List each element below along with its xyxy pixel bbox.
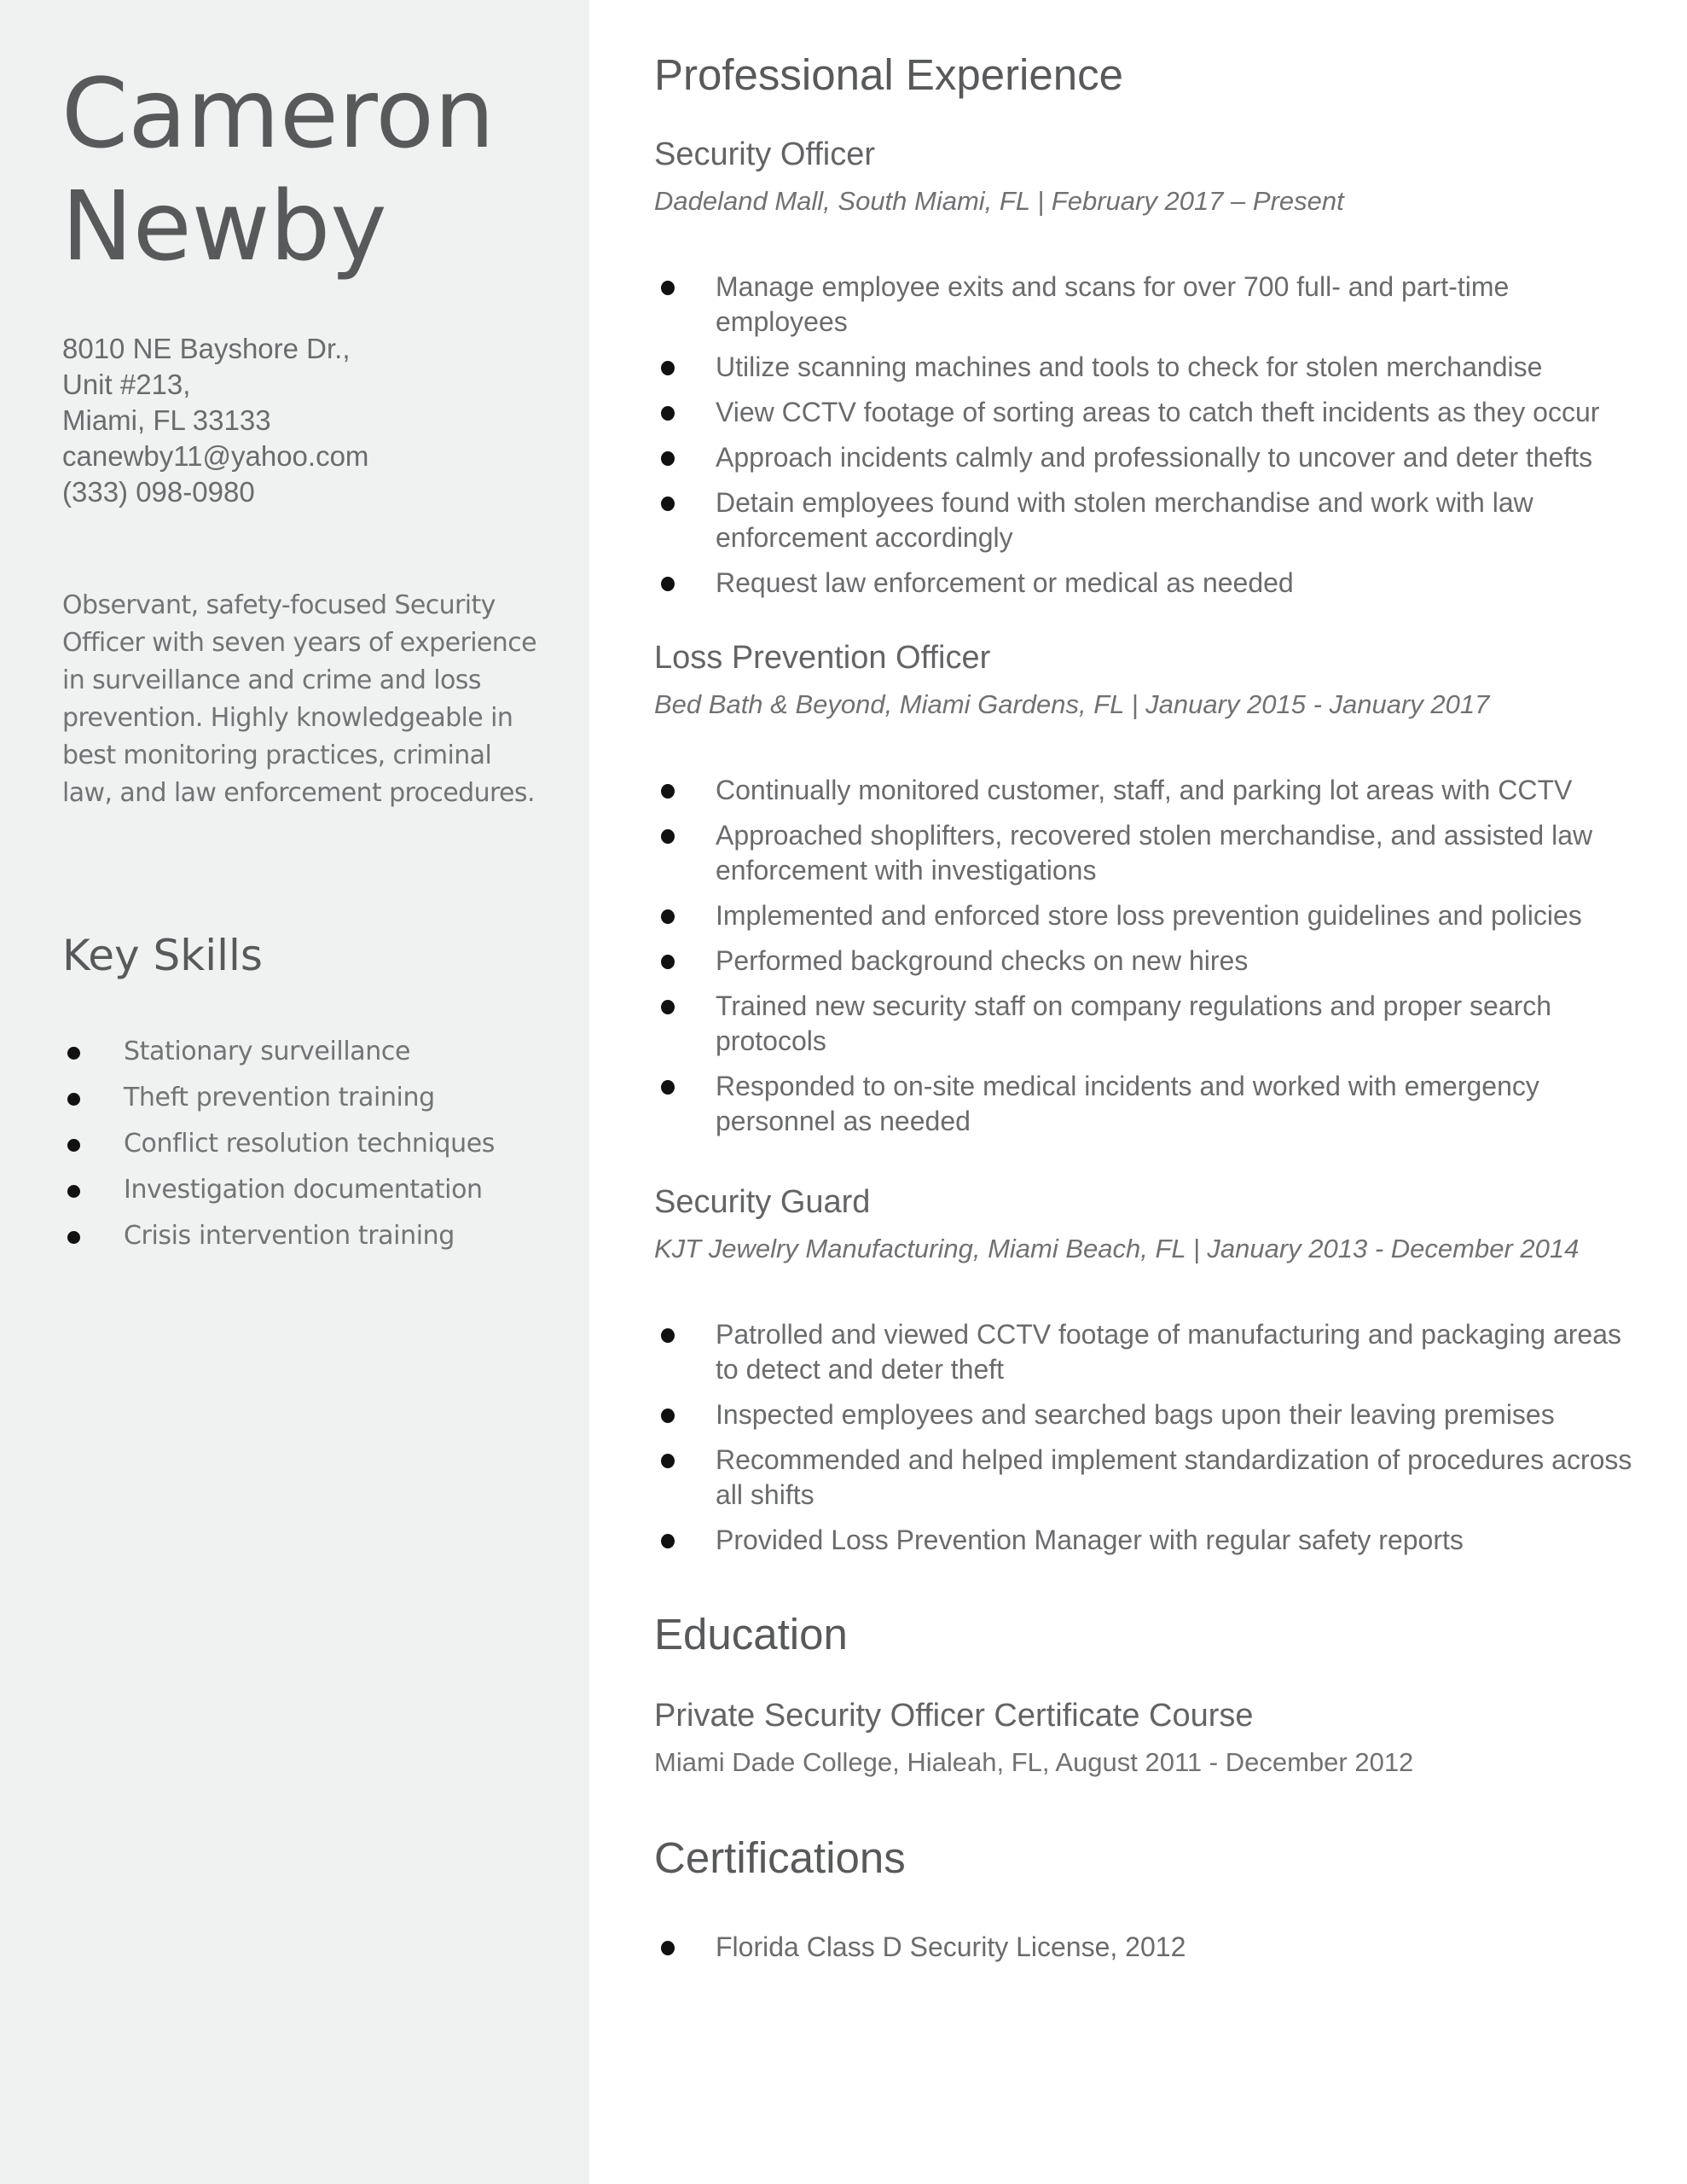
duty-text: Manage employee exits and scans for over 700 full- and part-time employees xyxy=(716,271,1510,337)
skill-item xyxy=(62,1029,495,1075)
certification-item xyxy=(654,1930,1635,1965)
duty-text: Patrolled and viewed CCTV footage of manufacturing and packaging areas to detect and deter theft xyxy=(716,1319,1621,1385)
candidate-name xyxy=(61,58,495,283)
skill-text: Stationary surveillance xyxy=(124,1037,411,1066)
job-duties-list xyxy=(654,270,1635,611)
bullet-icon xyxy=(67,1047,80,1060)
skill-item xyxy=(62,1121,495,1167)
bullet-icon xyxy=(661,577,675,591)
bullet-icon xyxy=(661,406,675,421)
job-title: Loss Prevention Officer xyxy=(654,640,991,676)
duty-text: Implemented and enforced store loss prevention guidelines and policies xyxy=(716,900,1582,931)
duty-text: Provided Loss Prevention Manager with regular safety reports xyxy=(716,1525,1464,1555)
duty-text: Detain employees found with stolen merchandise and work with law enforcement accordingly xyxy=(716,487,1533,553)
certifications-heading: Certifications xyxy=(654,1833,906,1882)
city-state-zip: Miami, FL 33133 xyxy=(62,404,271,436)
professional-summary: Observant, safety-focused Security Officer with seven years of experience in surveillance and crime and loss prevention. Highly knowledgeable in best monitoring practices, criminal law, and law enforcement procedures. xyxy=(62,590,536,808)
duty-item xyxy=(654,944,1635,979)
duty-text: Approached shoplifters, recovered stolen merchandise, and assisted law enforcement with investigations xyxy=(716,820,1593,886)
certification-text: Florida Class D Security License, 2012 xyxy=(716,1931,1186,1962)
duty-item xyxy=(654,1523,1635,1558)
duty-item xyxy=(654,1317,1635,1387)
phone[interactable]: (333) 098-0980 xyxy=(62,476,255,508)
duty-text: Responded to on-site medical incidents and worked with emergency personnel as needed xyxy=(716,1071,1539,1136)
skill-text: Investigation documentation xyxy=(124,1175,483,1205)
skill-text: Conflict resolution techniques xyxy=(124,1129,496,1159)
last-name: Newby xyxy=(61,171,387,282)
bullet-icon xyxy=(661,1000,675,1014)
duty-item xyxy=(654,898,1635,933)
skills-list xyxy=(62,1029,495,1259)
job-meta: Dadeland Mall, South Miami, FL | February 2017 – Present xyxy=(654,186,1344,216)
duty-item xyxy=(654,1069,1635,1139)
key-skills-heading: Key Skills xyxy=(62,931,263,980)
job-meta: KJT Jewelry Manufacturing, Miami Beach, FL | January 2013 - December 2014 xyxy=(654,1234,1580,1263)
bullet-icon xyxy=(661,1328,675,1343)
education-heading: Education xyxy=(654,1610,848,1658)
duty-text: Performed background checks on new hires xyxy=(716,945,1249,976)
duty-item xyxy=(654,395,1635,430)
bullet-icon xyxy=(661,497,675,511)
duty-item xyxy=(654,989,1635,1059)
bullet-icon xyxy=(661,1454,675,1468)
bullet-icon xyxy=(67,1185,80,1198)
duty-item xyxy=(654,350,1635,385)
email[interactable]: canewby11@yahoo.com xyxy=(62,440,369,472)
bullet-icon xyxy=(67,1139,80,1152)
bullet-icon xyxy=(661,1080,675,1095)
bullet-icon xyxy=(67,1231,80,1244)
duty-text: Inspected employees and searched bags upon their leaving premises xyxy=(716,1399,1555,1430)
duty-text: Recommended and helped implement standardization of procedures across all shifts xyxy=(716,1444,1632,1510)
bullet-icon xyxy=(661,361,675,375)
education-program: Private Security Officer Certificate Course xyxy=(654,1698,1254,1734)
bullet-icon xyxy=(661,1941,675,1955)
bullet-icon xyxy=(661,451,675,466)
duty-text: Request law enforcement or medical as needed xyxy=(716,567,1294,598)
duty-item xyxy=(654,440,1635,475)
duty-item xyxy=(654,566,1635,601)
duty-item xyxy=(654,773,1635,808)
bullet-icon xyxy=(661,1534,675,1548)
job-title: Security Guard xyxy=(654,1184,871,1220)
duty-item xyxy=(654,1397,1635,1432)
certifications-list xyxy=(654,1930,1635,1975)
bullet-icon xyxy=(661,1409,675,1423)
duty-item xyxy=(654,270,1635,340)
bullet-icon xyxy=(661,829,675,844)
education-meta: Miami Dade College, Hialeah, FL, August 2011 - December 2012 xyxy=(654,1747,1414,1777)
duty-text: Continually monitored customer, staff, and parking lot areas with CCTV xyxy=(716,775,1573,805)
contact-info xyxy=(62,331,368,510)
sidebar xyxy=(0,0,589,2184)
duty-item xyxy=(654,485,1635,555)
job-meta: Bed Bath & Beyond, Miami Gardens, FL | January 2015 - January 2017 xyxy=(654,689,1490,719)
job-duties-list xyxy=(654,1317,1635,1568)
professional-experience-heading: Professional Experience xyxy=(654,50,1123,99)
duty-item xyxy=(654,818,1635,888)
skill-text: Crisis intervention training xyxy=(124,1221,455,1251)
job-title: Security Officer xyxy=(654,136,876,172)
duty-text: Utilize scanning machines and tools to check for stolen merchandise xyxy=(716,351,1543,382)
skill-item xyxy=(62,1213,495,1259)
bullet-icon xyxy=(67,1093,80,1106)
address-line-2: Unit #213, xyxy=(62,369,191,400)
skill-item xyxy=(62,1075,495,1121)
duty-text: View CCTV footage of sorting areas to catch theft incidents as they occur xyxy=(716,397,1600,427)
bullet-icon xyxy=(661,281,675,295)
first-name: Cameron xyxy=(61,59,495,170)
job-duties-list xyxy=(654,773,1635,1149)
skill-text: Theft prevention training xyxy=(124,1083,435,1112)
bullet-icon xyxy=(661,955,675,969)
duty-text: Approach incidents calmly and professionally to uncover and deter thefts xyxy=(716,442,1593,473)
duty-text: Trained new security staff on company regulations and proper search protocols xyxy=(716,990,1552,1056)
address-line-1: 8010 NE Bayshore Dr., xyxy=(62,333,351,364)
bullet-icon xyxy=(661,909,675,924)
bullet-icon xyxy=(661,784,675,799)
duty-item xyxy=(654,1443,1635,1513)
skill-item xyxy=(62,1167,495,1213)
